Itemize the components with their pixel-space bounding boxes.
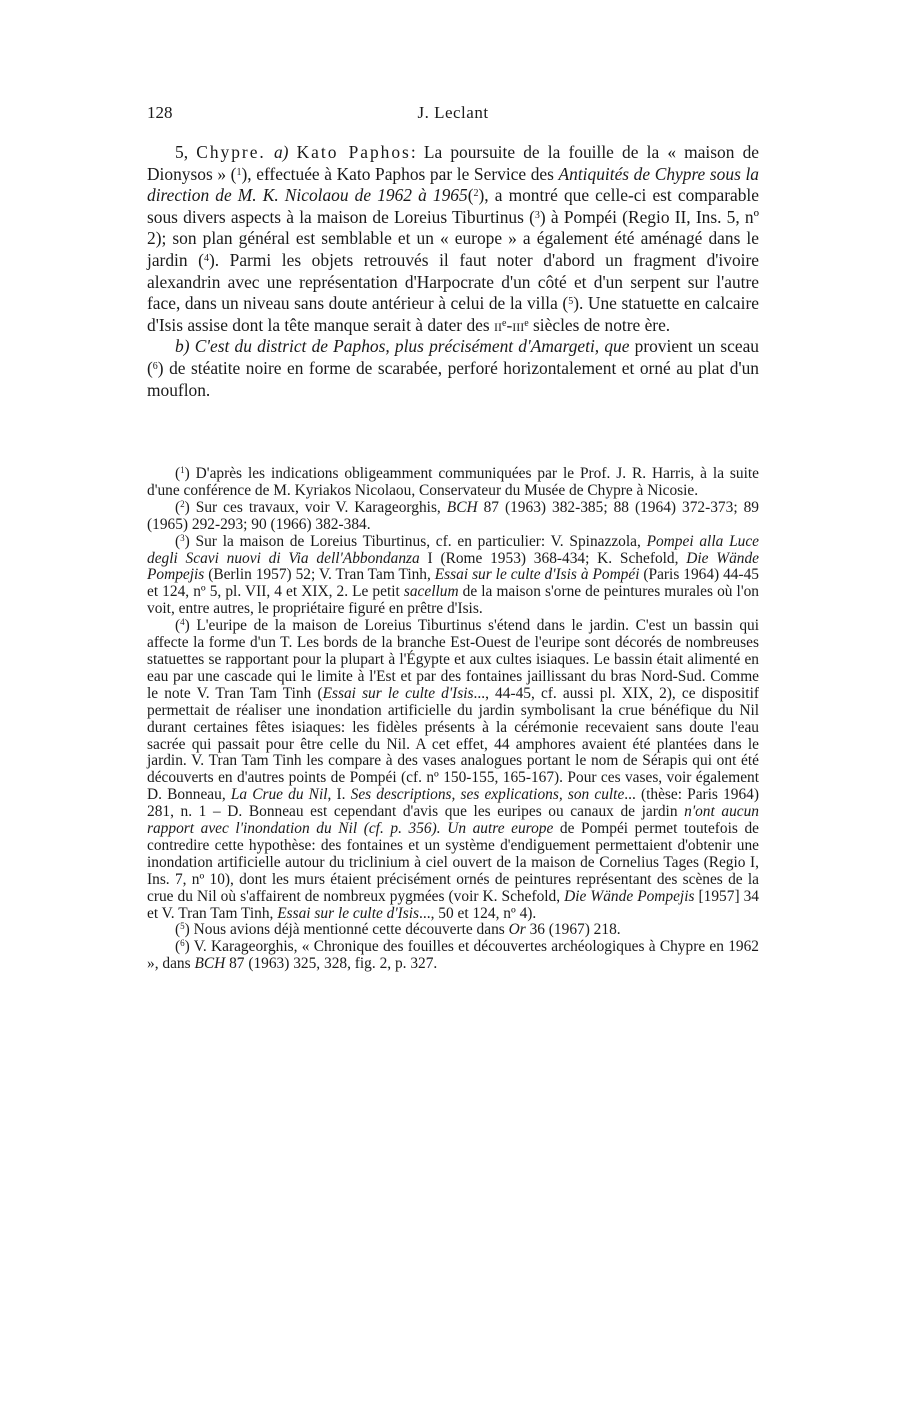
footnote-number: 6	[180, 938, 185, 949]
running-head: J. Leclant	[417, 103, 489, 122]
page-header	[147, 103, 759, 127]
footnote-number: 2	[180, 498, 185, 509]
footnote-number: 1	[180, 465, 185, 475]
main-text	[147, 142, 759, 401]
subsection-marker-b: b)	[175, 336, 190, 357]
footnote-ref: 2	[473, 188, 479, 200]
place-name: Kato Paphos	[296, 142, 411, 162]
footnote-6: ($^6$) V. Karageorghis, « Chronique des fouilles et découvertes archéologiques à Chypre en 1962 », dans BCH 87 (1963) 325, 328, fig. 2, p. 327.	[147, 938, 759, 973]
section-number: 5,	[175, 142, 189, 162]
section-title: Chypre.	[196, 142, 266, 162]
footnote-ref: 5	[568, 296, 574, 308]
footnote-4: ($^4$) L'euripe de la maison de Loreius Tiburtinus s'étend dans le jardin. C'est un bassin qui affecte la forme d'un T. Les bords de la branche Est-Ouest de l'euripe sont décorés de nombreuses statuettes se rapportant pour la plupart à l'Égypte et aux cultes isiaques. Le bassin était alimenté en eau par une cascade qui le limite à l'Est et par des fontaines jaillissant du bras Nord-Sud. Comme le note V. Tran Tam Tinh (Essai sur le culte d'Isis..., 44-45, cf. aussi pl. XIX, 2), ce dispositif permettait de réaliser une inondation artificielle du jardin symbolisant la crue bénéfique du Nil durant certaines fêtes isiaques: les fidèles présents à la cérémonie recevaient sans doute l'eau sacrée qui passait pour être celle du Nil. A cet effet, 44 amphores avaient été plantées dans le jardin. V. Tran Tam Tinh les compare à des vases analogues portant le nom de Sérapis qui ont été découverts en d'autres points de Pompéi (cf. nº 150-155, 165-167). Pour ces vases, voir également D. Bonneau, La Crue du Nil, I. Ses descriptions, ses explications, son culte... (thèse: Paris 1964) 281, n. 1 – D. Bonneau est cependant d'avis que les euripes ou canaux de jardin n'ont aucun rapport avec l'inondation du Nil (cf. p. 356). Un autre europe de Pompéi permet toutefois de contredire cette hypothèse: des fontaines et un système d'endiguement permettaient d'obtenir une inondation artificielle autour du triclinium à ciel ouvert de la maison de Cornelius Tages (Regio I, Ins. 7, nº 10), dont les murs étaient précisément ornés de peintures représentant des scènes de la crue du Nil où s'affairent de nombreux pygmées (voir K. Schefold, Die Wände Pompejis [1957] 34 et V. Tran Tam Tinh, Essai sur le culte d'Isis..., 50 et 124, nº 4).	[147, 617, 760, 922]
footnote-5: ($^5$) Nous avions déjà mentionné cette découverte dans Or 36 (1967) 218.	[175, 921, 621, 939]
footnote-ref: 6	[152, 360, 158, 372]
paragraph-chypre-a: 5, Chypre. a) Kato Paphos: La poursuite de la fouille de la « maison de Dionysos » ($^1$), effectuée à Kato Paphos par le Service des Antiquités de Chypre sous la direction de M. K. Nicolaou de 1962 à 1965($^2$), a montré que celle-ci est comparable sous divers aspects à la maison de Loreius Tiburtinus ($^3$) à Pompéi (Regio II, Ins. 5, nº 2); son plan général est semblable et un « europe » a également été aménagé dans le jardin ($^4$). Parmi les objets retrouvés il faut noter d'abord un fragment d'ivoire alexandrin avec une représentation d'Harpocrate d'un côté et d'un serpent sur l'autre face, dans un niveau sans doute antérieur à celui de la villa ($^5$). Une statuette en calcaire d'Isis assise dont la tête manque serait à dater des ii$^e$-iii$^e$ siècles de notre ère.	[147, 142, 760, 335]
footnote-ref: 4	[203, 252, 209, 264]
subsection-marker-a: a)	[273, 142, 289, 162]
footnote-ref: 3	[534, 209, 540, 221]
footnotes	[147, 466, 759, 973]
footnote-number: 4	[180, 617, 185, 628]
footnote-ref: 1	[236, 166, 242, 178]
footnote-2: ($^2$) Sur ces travaux, voir V. Karageorghis, BCH 87 (1963) 382-385; 88 (1964) 372-373; 89 (1965) 292-293; 90 (1966) 382-384.	[147, 498, 759, 533]
footnote-3: ($^3$) Sur la maison de Loreius Tiburtinus, cf. en particulier: V. Spinazzola, Pompei alla Luce degli Scavi nuovi di Via dell'Abbondanza I (Rome 1953) 368-434; K. Schefold, Die Wände Pompejis (Berlin 1957) 52; V. Tran Tam Tinh, Essai sur le culte d'Isis à Pompéi (Paris 1964) 44-45 et 124, nº 5, pl. VII, 4 et XIX, 2. Le petit sacellum de la maison s'orne de peintures murales où l'on voit, entre autres, le propriétaire figuré en prêtre d'Isis.	[147, 532, 759, 618]
footnote-1: ($^1$) D'après les indications obligeamment communiquées par le Prof. J. R. Harris, à la suite d'une conférence de M. Kyriakos Nicolaou, Conservateur du Musée de Chypre à Nicosie.	[147, 465, 759, 499]
page-number: 128	[147, 103, 173, 122]
footnote-number: 5	[180, 921, 185, 932]
footnote-number: 3	[180, 532, 185, 543]
paragraph-chypre-b: b) C'est du district de Paphos, plus précisément d'Amargeti, que provient un sceau ($^6$) de stéatite noire en forme de scarabée, perforé horizontalement et orné au plat d'un mouflon.	[147, 336, 759, 400]
